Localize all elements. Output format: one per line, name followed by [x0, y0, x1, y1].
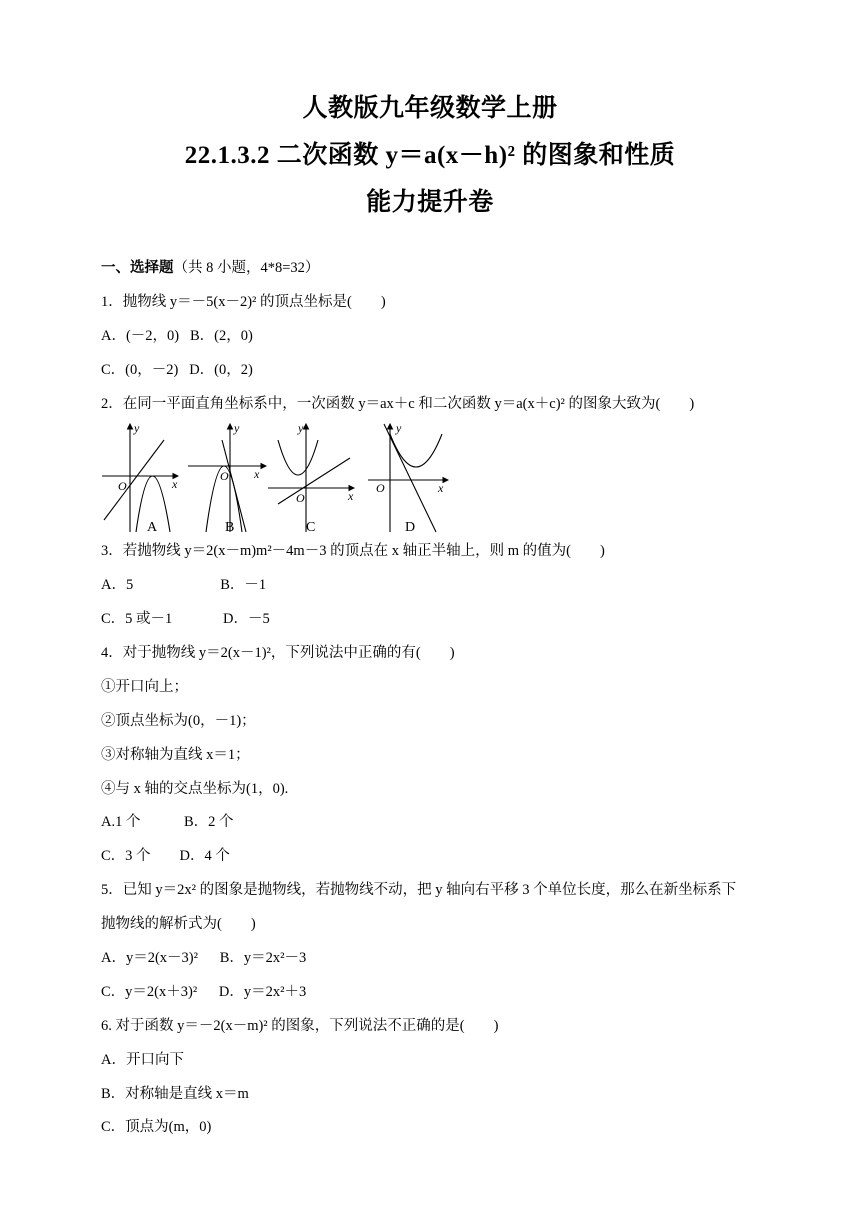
- graph-c-y-label: y: [298, 421, 304, 435]
- graph-a-y-label: y: [134, 421, 140, 435]
- q4-statement-2: ②顶点坐标为(0，－1)；: [101, 713, 256, 729]
- worksheet-subtitle: 能力提升卷: [366, 189, 494, 216]
- graph-c-origin: O: [296, 491, 305, 505]
- graph-d-label: D: [405, 520, 416, 535]
- q3-options-ab: A．5 B．－1: [101, 577, 267, 593]
- graph-c-label: C: [306, 520, 316, 535]
- graph-b-y-label: y: [234, 421, 240, 435]
- graph-d: [368, 424, 448, 532]
- graph-a-origin: O: [118, 479, 127, 493]
- section-heading: [101, 258, 319, 278]
- graph-a: [102, 424, 178, 532]
- q6-option-b: B．对称轴是直线 x＝m: [101, 1086, 249, 1102]
- graph-a-x-label: x: [172, 477, 178, 491]
- q4-options-cd: C．3 个 D．4 个: [101, 848, 230, 864]
- q5-stem-line2: 抛物线的解析式为( ): [101, 916, 256, 932]
- q2-stem: 2．在同一平面直角坐标系中，一次函数 y＝ax＋c 和二次函数 y＝a(x＋c)² 的图象大致为( ): [101, 396, 695, 412]
- q4-options-ab: A.1 个 B．2 个: [101, 814, 234, 830]
- graph-d-x-label: x: [438, 481, 444, 495]
- lesson-title: 22.1.3.2 二次函数 y＝a(x－h)² 的图象和性质: [184, 142, 676, 169]
- q4-stem: 4．对于抛物线 y＝2(x－1)²，下列说法中正确的有( ): [101, 645, 455, 661]
- graph-d-y-label: y: [396, 421, 402, 435]
- graph-b-label: B: [225, 520, 235, 535]
- section-title: 一、选择题: [101, 260, 174, 276]
- q5-options-cd: C．y＝2(x＋3)² D．y＝2x²＋3: [101, 984, 307, 1000]
- q4-statement-4: ④与 x 轴的交点坐标为(1，0).: [101, 781, 289, 797]
- q3-stem: 3．若抛物线 y＝2(x－m)m²－4m－3 的顶点在 x 轴正半轴上，则 m 的值为( ): [101, 543, 605, 559]
- q3-options-cd: C．5 或－1 D．－5: [101, 611, 270, 627]
- q5-options-ab: A．y＝2(x－3)² B．y＝2x²－3: [101, 950, 307, 966]
- q6-option-a: A．开口向下: [101, 1052, 184, 1068]
- q1-options-ab: A．(－2，0) B．(2，0): [101, 328, 253, 344]
- section-note: （共 8 小题，4*8=32）: [173, 260, 320, 276]
- graph-a-label: A: [147, 520, 158, 535]
- q6-option-c: C．顶点为(m，0): [101, 1119, 212, 1135]
- graph-b-x-label: x: [254, 467, 260, 481]
- q1-options-cd: C．(0，－2) D．(0，2): [101, 362, 253, 378]
- q4-statement-1: ①开口向上；: [101, 679, 188, 695]
- graph-b-origin: O: [220, 469, 229, 483]
- q1-stem: 1．抛物线 y＝－5(x－2)² 的顶点坐标是( ): [101, 294, 386, 310]
- q4-statement-3: ③对称轴为直线 x＝1；: [101, 747, 250, 763]
- document-title: 人教版九年级数学上册: [302, 95, 558, 122]
- graph-c-x-label: x: [348, 489, 354, 503]
- q5-stem-line1: 5．已知 y＝2x² 的图象是抛物线，若抛物线不动，把 y 轴向右平移 3 个单位长度，那么在新坐标系下: [101, 882, 737, 898]
- graph-c: [268, 424, 354, 532]
- graph-d-origin: O: [376, 481, 385, 495]
- q6-stem: 6. 对于函数 y＝－2(x－m)² 的图象，下列说法不正确的是( ): [101, 1018, 499, 1034]
